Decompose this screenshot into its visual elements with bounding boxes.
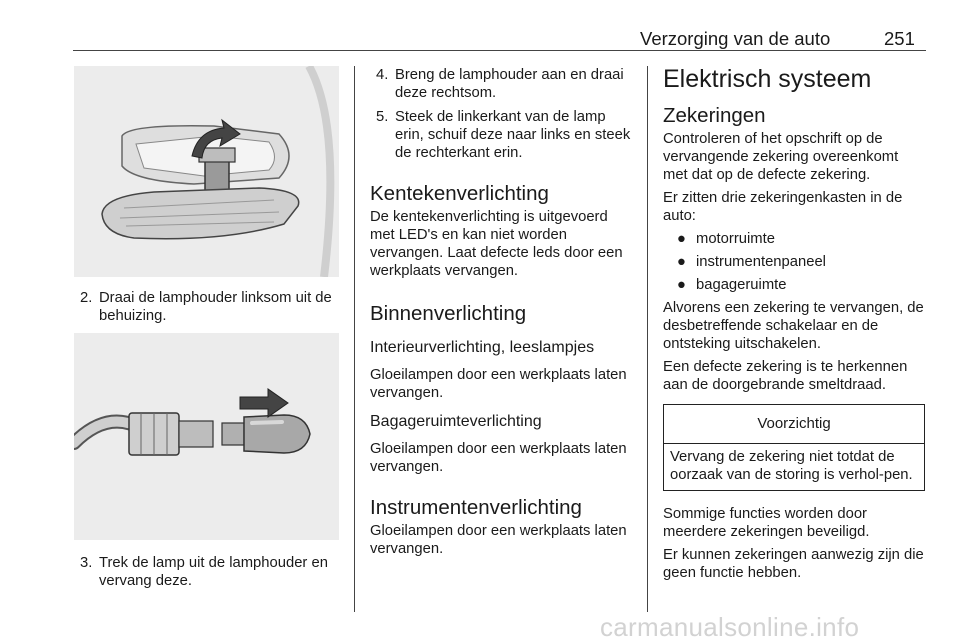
step-text: Steek de linkerkant van de lamp erin, schuif deze naar links en steek de rechterkant erin. xyxy=(395,109,631,161)
zekeringen-paragraph-2: Er zitten drie zekeringenkasten in de auto: xyxy=(663,190,903,224)
middle-step-4 xyxy=(376,66,632,102)
step-text: Draai de lamphouder linksom uit de behuizing. xyxy=(99,290,332,324)
right-column xyxy=(663,64,925,582)
watermark: carmanualsonline.info xyxy=(600,612,860,642)
subheading-interieurverlichting: Interieurverlichting, leeslampjes xyxy=(370,339,595,356)
column-divider-right xyxy=(647,66,648,612)
step-number: 2. xyxy=(80,290,93,306)
section-heading-binnenverlichting: Binnenverlichting xyxy=(370,302,527,325)
column-divider-left xyxy=(354,66,355,612)
step-number: 5. xyxy=(376,109,389,125)
caution-title: Voorzichtig xyxy=(664,405,924,444)
lamp-holder-rotate-illustration xyxy=(74,66,339,277)
bullet-item: ● instrumentenpaneel xyxy=(677,254,826,270)
bullet-item: ● bagageruimte xyxy=(677,277,787,293)
middle-column xyxy=(370,66,632,558)
section-heading-zekeringen: Zekeringen xyxy=(663,104,766,127)
zekeringen-paragraph-1: Controleren of het opschrift op de vervangende zekering overeenkomt met dat op de defecte zekering. xyxy=(663,131,899,183)
fuse-paragraph-5: Sommige functies worden door meerdere zekeringen beveiligd. xyxy=(663,506,870,540)
section-heading-instrumentenverlichting: Instrumentenverlichting xyxy=(370,496,582,519)
page-number: 251 xyxy=(884,28,915,49)
zekeringen-paragraph-4: Een defecte zekering is te herkennen aan de doorgebrande smeltdraad. xyxy=(663,359,908,393)
step-text: Breng de lamphouder aan en draai deze rechtsom. xyxy=(395,67,624,101)
fuse-paragraph-6: Er kunnen zekeringen aanwezig zijn die geen functie hebben. xyxy=(663,547,924,581)
chapter-title: Elektrisch systeem xyxy=(663,65,872,93)
interieurverlichting-text: Gloeilampen door een werkplaats laten vervangen. xyxy=(370,367,627,401)
step-number: 3. xyxy=(80,555,93,571)
step-number: 4. xyxy=(376,67,389,83)
zekeringen-paragraph-3: Alvorens een zekering te vervangen, de desbetreffende schakelaar en de ontsteking uitschakelen. xyxy=(663,300,924,352)
instrumentenverlichting-text: Gloeilampen door een werkplaats laten vervangen. xyxy=(370,523,627,557)
bagageruimteverlichting-text: Gloeilampen door een werkplaats laten vervangen. xyxy=(370,441,627,475)
page-header-title: Verzorging van de auto xyxy=(640,28,831,49)
bulb-remove-illustration xyxy=(74,333,339,540)
middle-step-5 xyxy=(376,108,632,162)
bullet-item: ● motorruimte xyxy=(677,231,775,247)
kentekenverlichting-text: De kentekenverlichting is uitgevoerd met LED's en kan niet worden vervangen. Laat defecte leds door een werkplaats vervangen. xyxy=(370,209,623,279)
caution-text: Vervang de zekering niet totdat de oorzaak van de storing is verhol-pen. xyxy=(670,449,913,483)
caution-box xyxy=(663,404,925,491)
subheading-bagageruimteverlichting: Bagageruimteverlichting xyxy=(370,413,542,430)
header-rule xyxy=(73,50,926,51)
left-step-3 xyxy=(80,554,340,590)
left-step-2 xyxy=(80,289,340,325)
section-heading-kentekenverlichting: Kentekenverlichting xyxy=(370,182,549,205)
step-text: Trek de lamp uit de lamphouder en vervang deze. xyxy=(99,555,328,589)
